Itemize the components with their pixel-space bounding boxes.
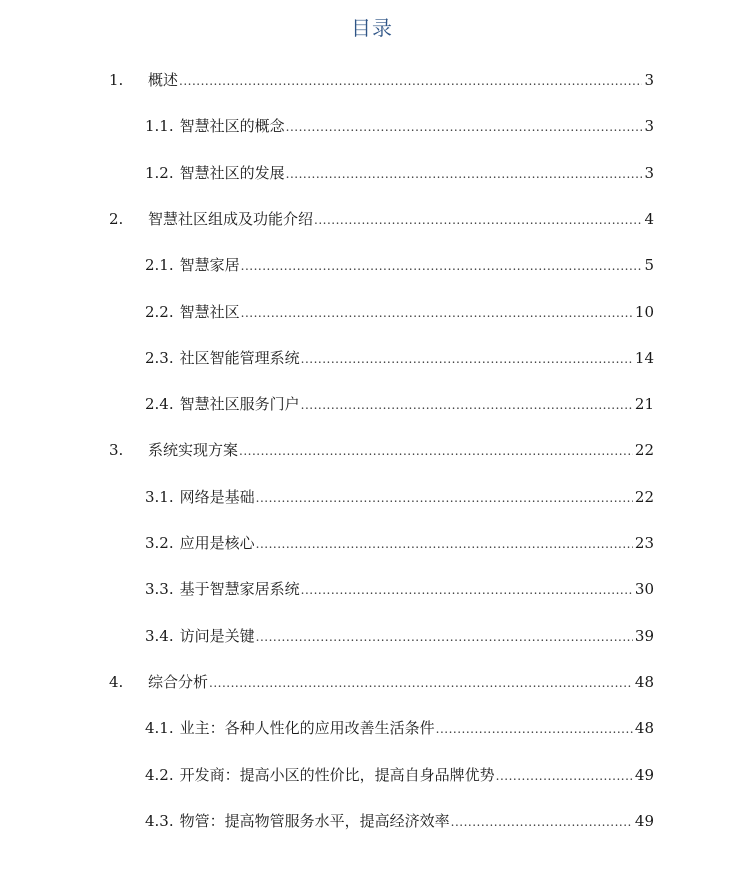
entry-page-number: 49	[634, 766, 654, 784]
toc-entry[interactable]	[145, 115, 654, 137]
toc-entry[interactable]	[145, 347, 654, 369]
toc-entry[interactable]	[145, 717, 654, 739]
entry-number: 4.2.	[145, 766, 174, 784]
entry-label: 应用是核心	[179, 534, 255, 552]
dot-leader	[286, 116, 643, 138]
entry-page-number: 5	[644, 256, 654, 274]
entry-page-number: 4	[644, 210, 654, 228]
entry-label: 综合分析	[148, 673, 209, 691]
toc-entry[interactable]	[145, 532, 654, 554]
dot-leader	[301, 394, 633, 416]
dot-leader	[256, 487, 633, 509]
toc-entry[interactable]	[145, 625, 654, 647]
entry-page-number: 10	[634, 303, 654, 321]
entry-label: 基于智慧家居系统	[179, 580, 300, 598]
dot-leader	[286, 163, 643, 185]
entry-number: 1.2.	[145, 164, 174, 182]
entry-number: 2.1.	[145, 256, 174, 274]
entry-label: 智慧社区的发展	[179, 164, 285, 182]
entry-label: 访问是关键	[179, 627, 255, 645]
dot-leader	[256, 626, 633, 648]
dot-leader	[301, 579, 633, 601]
entry-label: 业主：各种人性化的应用改善生活条件	[179, 719, 435, 737]
dot-leader	[436, 718, 633, 740]
toc-entry[interactable]	[145, 578, 654, 600]
entry-number: 4.	[109, 673, 124, 691]
toc-entry[interactable]	[109, 671, 654, 693]
dot-leader	[314, 209, 642, 231]
entry-page-number: 23	[634, 534, 654, 552]
entry-number: 4.3.	[145, 812, 174, 830]
entry-page-number: 22	[634, 441, 654, 459]
toc-entry[interactable]	[145, 810, 654, 832]
entry-number: 2.	[109, 210, 124, 228]
toc-entry[interactable]	[145, 254, 654, 276]
toc-title: 目录	[351, 16, 393, 40]
dot-leader	[241, 255, 643, 277]
entry-page-number: 3	[644, 164, 654, 182]
entry-label: 社区智能管理系统	[179, 349, 300, 367]
dot-leader	[496, 765, 633, 787]
toc-entry[interactable]	[145, 301, 654, 323]
entry-page-number: 39	[634, 627, 654, 645]
entry-page-number: 21	[634, 395, 654, 413]
dot-leader	[209, 672, 633, 694]
entry-label: 网络是基础	[179, 488, 255, 506]
dot-leader	[301, 348, 633, 370]
entry-number: 3.1.	[145, 488, 174, 506]
toc-entry[interactable]	[145, 162, 654, 184]
entry-number: 2.4.	[145, 395, 174, 413]
dot-leader	[179, 70, 642, 92]
entry-label: 系统实现方案	[148, 441, 239, 459]
dot-leader	[239, 440, 633, 462]
entry-label: 物管：提高物管服务水平，提高经济效率	[179, 812, 450, 830]
entry-number: 2.2.	[145, 303, 174, 321]
toc-entry[interactable]	[109, 69, 654, 91]
entry-label: 智慧社区的概念	[179, 117, 285, 135]
dot-leader	[241, 302, 633, 324]
entry-label: 智慧社区	[179, 303, 240, 321]
entry-number: 4.1.	[145, 719, 174, 737]
toc-entry[interactable]	[109, 208, 654, 230]
entry-page-number: 3	[644, 117, 654, 135]
toc-entry[interactable]	[145, 486, 654, 508]
entry-number: 3.3.	[145, 580, 174, 598]
dot-leader	[256, 533, 633, 555]
entry-number: 2.3.	[145, 349, 174, 367]
entry-page-number: 48	[634, 719, 654, 737]
entry-label: 智慧社区服务门户	[179, 395, 300, 413]
entry-label: 开发商：提高小区的性价比，提高自身品牌优势	[179, 766, 495, 784]
toc-entry[interactable]	[145, 764, 654, 786]
entry-label: 智慧家居	[179, 256, 240, 274]
entry-page-number: 30	[634, 580, 654, 598]
entry-label: 智慧社区组成及功能介绍	[148, 210, 314, 228]
entry-number: 1.	[109, 71, 124, 89]
entry-label: 概述	[148, 71, 179, 89]
entry-number: 1.1.	[145, 117, 174, 135]
entry-number: 3.	[109, 441, 124, 459]
entry-page-number: 14	[634, 349, 654, 367]
entry-page-number: 22	[634, 488, 654, 506]
toc-entry[interactable]	[145, 393, 654, 415]
entry-page-number: 49	[634, 812, 654, 830]
toc-entry[interactable]	[109, 439, 654, 461]
entry-number: 3.4.	[145, 627, 174, 645]
entry-page-number: 48	[634, 673, 654, 691]
entry-number: 3.2.	[145, 534, 174, 552]
entry-page-number: 3	[644, 71, 654, 89]
dot-leader	[451, 811, 633, 833]
